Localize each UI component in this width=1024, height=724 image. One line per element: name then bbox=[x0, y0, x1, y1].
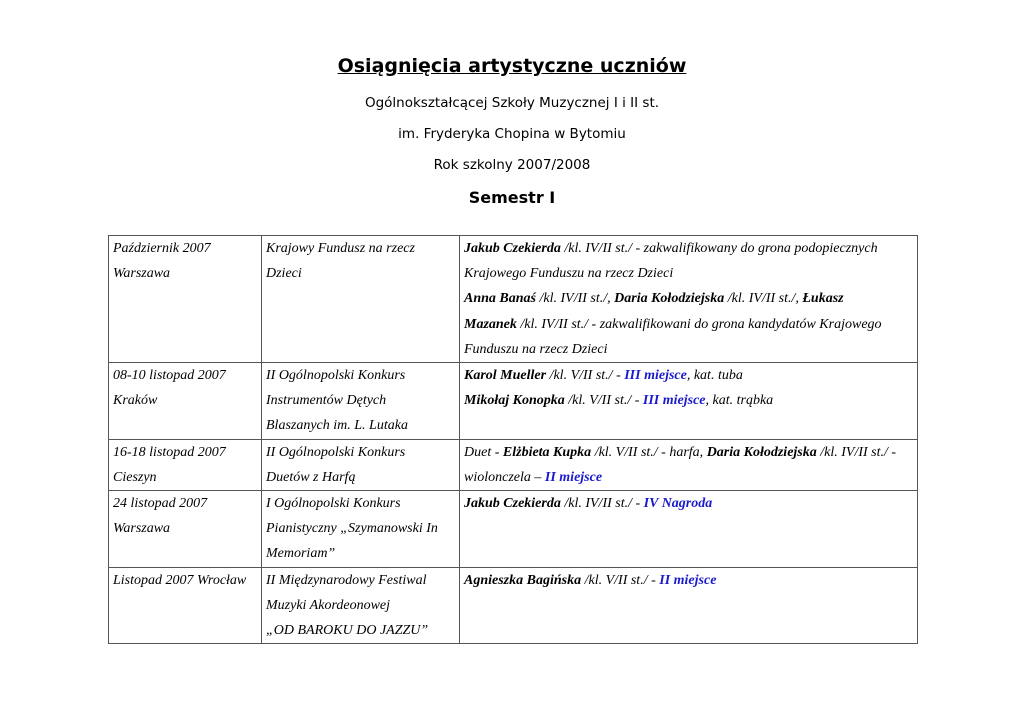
place-text: Warszawa bbox=[113, 521, 171, 537]
student-name: Daria Kołodziejska bbox=[706, 444, 817, 460]
date-text: 24 listopad 2007 bbox=[113, 496, 208, 512]
result-cell bbox=[460, 491, 918, 568]
result-cell bbox=[460, 439, 918, 490]
student-name: Anna Banaś bbox=[464, 291, 536, 307]
student-name: Elżbieta Kupka bbox=[502, 444, 592, 460]
result-text: , kat. tuba bbox=[686, 368, 743, 384]
event-line: Memoriam” bbox=[266, 546, 336, 562]
student-name: Daria Kołodziejska bbox=[614, 291, 725, 307]
date-text: 16-18 listopad 2007 bbox=[113, 444, 226, 460]
date-place-cell bbox=[109, 567, 262, 644]
result-line bbox=[464, 286, 913, 311]
student-name: Mikołaj Konopka bbox=[464, 393, 565, 409]
result-line bbox=[464, 312, 913, 337]
result-text: wiolonczela – bbox=[464, 469, 545, 485]
result-line bbox=[464, 236, 913, 261]
table-row bbox=[109, 236, 918, 363]
event-line: Blaszanych im. L. Lutaka bbox=[266, 418, 408, 434]
result-line bbox=[464, 568, 913, 593]
result-line bbox=[464, 440, 913, 465]
result-text: /kl. IV/II st./ - bbox=[560, 496, 644, 512]
event-cell bbox=[262, 363, 460, 440]
event-line: „OD BAROKU DO JAZZU” bbox=[266, 623, 429, 639]
place-text: Cieszyn bbox=[113, 469, 157, 485]
result-cell bbox=[460, 567, 918, 644]
result-line bbox=[464, 363, 913, 388]
result-text: /kl. V/II st./ - bbox=[546, 368, 625, 384]
student-name: Jakub Czekierda bbox=[464, 496, 561, 512]
result-text: /kl. IV/II st./, bbox=[724, 291, 803, 307]
event-line: Dzieci bbox=[266, 266, 302, 282]
award-place: III miejsce bbox=[642, 393, 706, 409]
result-line bbox=[464, 465, 913, 490]
date-place-cell bbox=[109, 439, 262, 490]
award-place: III miejsce bbox=[624, 368, 687, 384]
date-text: Październik 2007 bbox=[113, 241, 211, 256]
result-text: /kl. V/II st./ - bbox=[581, 572, 660, 588]
result-text: /kl. IV/II st./ - bbox=[816, 444, 897, 460]
award-place: IV Nagroda bbox=[643, 496, 713, 512]
student-name: Jakub Czekierda bbox=[464, 241, 561, 256]
result-text: /kl. IV/II st./, bbox=[535, 291, 615, 307]
event-line: Krajowy Fundusz na rzecz bbox=[266, 241, 415, 256]
result-line: Funduszu na rzecz Dzieci bbox=[464, 341, 608, 357]
student-name: Łukasz bbox=[802, 291, 844, 307]
event-cell bbox=[262, 439, 460, 490]
table-row bbox=[109, 439, 918, 490]
result-text: /kl. IV/II st./ - zakwalifikowani do grona kandydatów Krajowego bbox=[516, 316, 882, 332]
place-text: Kraków bbox=[113, 393, 158, 409]
semester-heading: Semestr I bbox=[468, 188, 556, 207]
date-place-cell bbox=[109, 491, 262, 568]
table-row bbox=[109, 567, 918, 644]
result-text: Duet - bbox=[464, 444, 503, 460]
date-place-cell bbox=[109, 236, 262, 363]
school-name: Ogólnokształcącej Szkoły Muzycznej I i II st. bbox=[364, 95, 660, 111]
student-name: Agnieszka Bagińska bbox=[464, 572, 582, 588]
award-place: II miejsce bbox=[544, 469, 603, 485]
date-place-cell bbox=[109, 363, 262, 440]
event-line: Instrumentów Dętych bbox=[266, 393, 387, 409]
table-row bbox=[109, 491, 918, 568]
event-line: II Ogólnopolski Konkurs bbox=[266, 368, 406, 384]
result-cell bbox=[460, 363, 918, 440]
student-name: Karol Mueller bbox=[464, 368, 547, 384]
event-line: I Ogólnopolski Konkurs bbox=[266, 496, 401, 512]
result-text: /kl. V/II st./ - harfa, bbox=[591, 444, 707, 460]
student-name: Mazanek bbox=[464, 316, 517, 332]
result-text: /kl. V/II st./ - bbox=[564, 393, 643, 409]
date-text: Listopad 2007 Wrocław bbox=[113, 572, 247, 588]
achievements-table bbox=[108, 235, 918, 644]
document-title: Osiągnięcia artystyczne uczniów bbox=[337, 55, 687, 77]
event-line: II Międzynarodowy Festiwal bbox=[266, 572, 427, 588]
result-line: Krajowego Funduszu na rzecz Dzieci bbox=[464, 266, 674, 282]
event-cell bbox=[262, 491, 460, 568]
place-text: Warszawa bbox=[113, 266, 171, 282]
table-row bbox=[109, 363, 918, 440]
school-patron: im. Fryderyka Chopina w Bytomiu bbox=[398, 126, 626, 142]
event-line: II Ogólnopolski Konkurs bbox=[266, 444, 406, 460]
event-line: Muzyki Akordeonowej bbox=[266, 597, 391, 613]
result-text: , kat. trąbka bbox=[705, 393, 774, 409]
event-line: Duetów z Harfą bbox=[266, 469, 356, 485]
award-place: II miejsce bbox=[659, 572, 717, 588]
event-cell bbox=[262, 567, 460, 644]
result-line bbox=[464, 491, 913, 516]
result-line bbox=[464, 388, 913, 413]
date-text: 08-10 listopad 2007 bbox=[113, 368, 226, 384]
result-text: /kl. IV/II st./ - zakwalifikowany do grona podopiecznych bbox=[560, 241, 878, 256]
event-cell bbox=[262, 236, 460, 363]
result-cell bbox=[460, 236, 918, 363]
school-year: Rok szkolny 2007/2008 bbox=[433, 157, 591, 173]
event-line: Pianistyczny „Szymanowski In bbox=[266, 521, 438, 537]
